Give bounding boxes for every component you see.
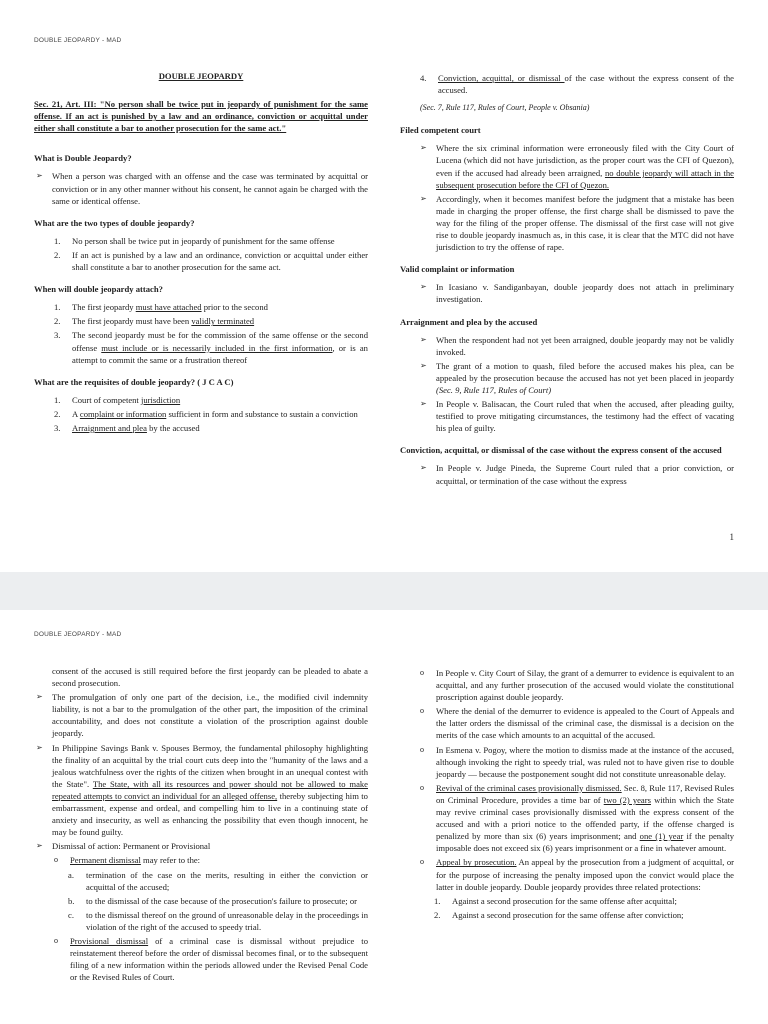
list-item: Against a second prosecution for the same offense after conviction; [452,909,684,920]
list-item: Court of competent jurisdiction [72,394,181,405]
page-number: 1 [729,532,734,542]
list-item: Against a second prosecution for the same offense after acquittal; [452,895,677,906]
list-item: The first jeopardy must have been validly terminated [72,316,255,327]
list-item: Conviction, acquittal, or dismissal of the case without the express consent of the accused. [438,73,734,96]
document-page-2 [0,610,768,1024]
question-heading: When will double jeopardy attach? [34,284,163,295]
section-heading: Valid complaint or information [400,264,515,275]
list-item: In Icasiano v. Sandiganbayan, double jeopardy does not attach in preliminary investigation. [436,282,734,305]
list-item: Permanent dismissal may refer to the: [70,855,201,866]
citation: (Sec. 7, Rule 117, Rules of Court, People v. Obsania) [420,103,590,113]
running-header: DOUBLE JEOPARDY - MAD [34,37,122,44]
list-item: If an act is punished by a law and an ordinance, conviction or acquittal under either shall constitute a bar to another prosecution for the same act. [72,249,368,273]
list-item: The second jeopardy must be for the commission of the same offense or the second offense must include or is necessarily included in the first information, or is an attempt to commit the same or a frustration thereof [72,330,368,365]
list-item: The first jeopardy must have attached prior to the second [72,302,268,313]
list-item: Accordingly, when it becomes manifest before the judgment that a mistake has been made in charging the proper offense, the first charge shall be dismissed to pave the way for the filing of the proper offense. The dismissal of the first case will not give rise to double jeopardy inasmuch as, in this case, it is clear that the MTC did not have jurisdiction to try the offense of rape. [436,193,734,253]
section-heading: Arraignment and plea by the accused [400,316,538,327]
list-item: Where the denial of the demurrer to evidence is appealed to the Court of Appeals and the latter orders the dismissal of the criminal case, the dismissal is a decision on the merits of the case which amounts to an acquittal of the accused. [436,706,734,741]
list-item: When a person was charged with an offense and the case was terminated by acquittal or conviction or in any other manner without his consent, he cannot again be charged with the same or identical offense. [52,171,368,206]
list-item: Dismissal of action: Permanent or Provisional [52,841,211,852]
list-item: In Esmena v. Pogoy, where the motion to dismiss made at the instance of the accused, although invoking the right to speedy trial, was ruled not to have given rise to double jeopardy — because the postponement sought did not constitute unreasonable delay. [436,744,734,779]
left-column: DOUBLE JEOPARDY Sec. 21, Art. III: "No person shall be twice put in jeopardy of punishment for the same offense. If an act is punished by a law and an ordinance, conviction or acquittal under either shall constitute a bar to another prosecution for the same act." What is Double Jeopardy? ➢ When a person was charged with an offense and the case was terminated by acquittal or conviction or in any other manner without his consent, he cannot again be charged with the same or identical offense. What are the two types of double jeopardy? 1. No person shall be twice put in jeopardy of punishment for the same offense 2. If an act is punished by a law and an ordinance, conviction or acquittal under either shall constitute a bar to another prosecution for the same act. When will double jeopardy attach? 1. The first jeopardy must have attached prior to the second 2. The first jeopardy must have been validly terminated 3. The second jeopardy must be for the commission of the same offense or the second offense must include or is necessarily included in the first information, or is an attempt to commit the same or a frustration thereof What are the requisites of double jeopardy? ( J C A C) 1. Court of competent jurisdiction 2. A complaint or information sufficient in form and substance to sustain a conviction 3. Arraignment and plea by the accused [34,71,368,433]
list-item: In Philippine Savings Bank v. Spouses Bermoy, the fundamental philosophy highlighting the finality of an acquittal by the trial court cuts deep into the "humanity of the laws and a jealous watchfulness over the rights of the citizen when brought in an unequal contest with the State". The State, with all its resources and power should not be allowed to make repeated attempts to convict an individual for an alleged offense, thereby subjecting him to embarrassment, expense and ordeal, and compelling him to live in a continuing state of anxiety and insecurity, as well as enhancing the possibility that even though innocent, he may be found guilty. [52,742,369,838]
right-column: o In People v. City Court of Silay, the grant of a demurrer to evidence is equivalent to an acquittal, and any further prosecution of the accused would violate the constitutional proscription against double jeopardy. o Where the denial of the demurrer to evidence is appealed to the Court of Appeals and the latter orders the dismissal of the criminal case, the dismissal is a decision on the merits of the case which amounts to an acquittal of the accused. o In Esmena v. Pogoy, where the motion to dismiss made at the instance of the accused, although invoking the right to speedy trial, was ruled not to have given rise to double jeopardy — because the postponement sought did not constitute unreasonable delay. o Revival of the criminal cases provisionally dismissed. Sec. 8, Rule 117, Revised Rules on Criminal Procedure, provides a time bar of two (2) years within which the State may revive criminal cases provisionally dismissed with the express consent of the accused and with a priori notice to the offended party, if the offense charged is penalized by more than six (6) years imprisonment; and one (1) year if the penalty imposable does not exceed six (6) years imprisonment or a fine in whatever amount. o Appeal by prosecution. An appeal by the prosecution from a judgment of acquittal, or for the purpose of increasing the penalty imposed upon the convict would place the latter in double jeopardy. Double jeopardy provides three related protections: 1. Against a second prosecution for the same offense after acquittal; 2. Against a second prosecution for the same offense after conviction; [420,668,734,920]
question-heading: What is Double Jeopardy? [34,153,132,164]
section-heading: Conviction, acquittal, or dismissal of the case without the express consent of the accused [400,445,722,456]
page-title: DOUBLE JEOPARDY [158,71,244,81]
left-column: consent of the accused is still required before the first jeopardy can be pleaded to abate a second prosecution. ➢ The promulgation of only one part of the decision, i.e., the modified civil indemnity liability, is not a bar to the promulgation of the other part, the imposition of the criminal accountability, and does not constitute a violation of the proscription against double jeopardy. ➢ In Philippine Savings Bank v. Spouses Bermoy, the fundamental philosophy highlighting the finality of an acquittal by the trial court cuts deep into the "humanity of the laws and a jealous watchfulness over the rights of the citizen when brought in an unequal contest with the State". The State, with all its resources and power should not be allowed to make repeated attempts to convict an individual for an alleged offense, thereby subjecting him to embarrassment, expense and ordeal, and compelling him to live in a continuing state of anxiety and insecurity, as well as enhancing the possibility that even though innocent, he may be found guilty. ➢ Dismissal of action: Permanent or Provisional o Permanent dismissal may refer to the: a. termination of the case on the merits, resulting in either the conviction or acquittal of the accused; b. to the dismissal of the case because of the prosecution's failure to prosecute; or c. to the dismissal thereof on the ground of unreasonable delay in the proceedings in violation of the right of the accused to speedy trial. o Provisional dismissal of a criminal case is dismissal without prejudice to reinstatement thereof before the order of dismissal becomes final, or to the subsequent filing of a new information within the periods allowed under the Revised Penal Code or the Revised Rules of Court. [36,666,369,983]
list-item: Where the six criminal information were erroneously filed with the City Court of Lucena (which did not have jurisdiction, as the proper court was the CFI of Quezon), even if the accused had already been arraigned, no double jeopardy will attach in the subsequent prosecution before the CFI of Quezon. [436,143,734,190]
list-item: In People v. Balisacan, the Court ruled that when the accused, after pleading guilty, testified to prove mitigating circumstances, the testimony had the effect of vacating his plea of guilty. [436,399,734,434]
list-item: to the dismissal thereof on the ground of unreasonable delay in the proceedings in violation of the right of the accused to speedy trial. [86,909,368,932]
list-item: Appeal by prosecution. An appeal by the prosecution from a judgment of acquittal, or for the purpose of increasing the penalty imposed upon the convict would place the latter in double jeopardy. Double jeopardy provides three related protections: [436,857,734,892]
list-item: Provisional dismissal of a criminal case is dismissal without prejudice to reinstatement thereof before the order of dismissal becomes final, or to the subsequent filing of a new information within the periods allowed under the Revised Penal Code or the Revised Rules of Court. [70,935,368,983]
list-item: In People v. City Court of Silay, the grant of a demurrer to evidence is equivalent to an acquittal, and any further prosecution of the accused would violate the constitutional proscription against double jeopardy. [436,668,734,703]
right-column: 4. Conviction, acquittal, or dismissal of the case without the express consent of the accused. (Sec. 7, Rule 117, Rules of Court, People v. Obsania) Filed competent court ➢ Where the six criminal information were erroneously filed with the City Court of Lucena (which did not have jurisdiction, as the proper court was the CFI of Quezon), even if the accused had already been arraigned, no double jeopardy will attach in the subsequent prosecution before the CFI of Quezon. ➢ Accordingly, when it becomes manifest before the judgment that a mistake has been made in charging the proper offense, the first charge shall be dismissed to pave the way for the filing of the proper offense. The dismissal of the first case will not give rise to double jeopardy inasmuch as, in this case, it is clear that the MTC did not have jurisdiction to try the offense of rape. Valid complaint or information ➢ In Icasiano v. Sandiganbayan, double jeopardy does not attach in preliminary investigation. Arraignment and plea by the accused ➢ When the respondent had not yet been arraigned, double jeopardy may not be validly invoked. ➢ The grant of a motion to quash, filed before the accused makes his plea, can be appealed by the prosecution because the accused has not yet been placed in jeopardy (Sec. 9, Rule 117, Rules of Court) ➢ In People v. Balisacan, the Court ruled that when the accused, after pleading guilty, testified to prove mitigating circumstances, the testimony had the effect of vacating his plea of guilty. Conviction, acquittal, or dismissal of the case without the express consent of the accused ➢ In People v. Judge Pineda, the Supreme Court ruled that a prior conviction, or acquittal, or termination of the case without the express [400,73,734,486]
list-item: The grant of a motion to quash, filed before the accused makes his plea, can be appealed by the prosecution because the accused has not yet been placed in jeopardy (Sec. 9, Rule 117, Rules of Court) [436,360,734,395]
list-item: Arraignment and plea by the accused [72,422,200,433]
list-item: termination of the case on the merits, resulting in either the conviction or acquittal of the accused; [86,869,368,892]
running-header: DOUBLE JEOPARDY - MAD [34,631,122,638]
list-item: No person shall be twice put in jeopardy of punishment for the same offense [72,235,335,246]
continued-text: consent of the accused is still required before the first jeopardy can be pleaded to abate a second prosecution. [52,666,368,689]
section-heading: Filed competent court [400,125,481,136]
list-item: The promulgation of only one part of the decision, i.e., the modified civil indemnity liability, is not a bar to the promulgation of the other part, the imposition of the criminal accountability, and does not constitute a violation of the proscription against double jeopardy. [52,692,368,739]
list-item: Revival of the criminal cases provisionally dismissed. Sec. 8, Rule 117, Revised Rules on Criminal Procedure, provides a time bar of two (2) years within which the State may revive criminal cases provisionally dismissed with the express consent of the accused and with a priori notice to the offended party, if the offense charged is penalized by more than six (6) years imprisonment; and one (1) year if the penalty imposable does not exceed six (6) years imprisonment or a fine in whatever amount. [436,782,734,854]
list-item: to the dismissal of the case because of the prosecution's failure to prosecute; or [86,895,357,906]
question-heading: What are the two types of double jeopardy? [34,217,195,228]
constitution-quote: Sec. 21, Art. III: "No person shall be twice put in jeopardy of punishment for the same offense. If an act is punished by a law and an ordinance, conviction or acquittal under either shall constitute a bar to another prosecution for the same act." [34,99,368,134]
question-heading: What are the requisites of double jeopardy? ( J C A C) [34,376,234,387]
list-item: A complaint or information sufficient in form and substance to sustain a conviction [72,408,358,419]
list-item: When the respondent had not yet been arraigned, double jeopardy may not be validly invoked. [436,334,734,357]
list-item: In People v. Judge Pineda, the Supreme Court ruled that a prior conviction, or acquittal, or termination of the case without the express [436,463,734,486]
